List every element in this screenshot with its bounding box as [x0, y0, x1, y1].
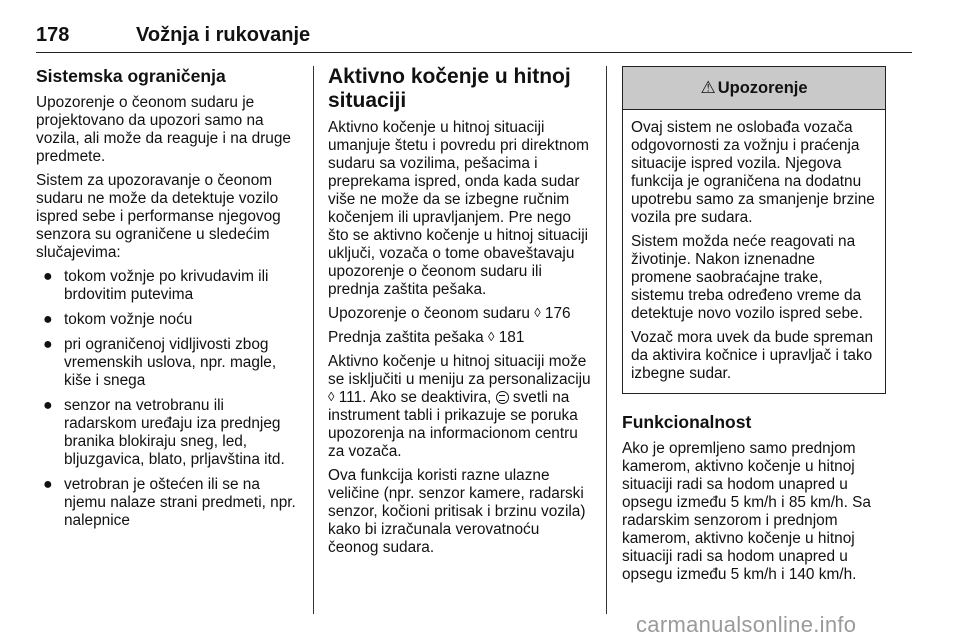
list-item: ● pri ograničenoj vidljivosti zbog vremenskih uslova, npr. magle, kiše i snega — [43, 336, 277, 389]
warning-body — [623, 110, 885, 393]
chapter-title: Vožnja i rukovanje — [136, 24, 311, 46]
warning-title: Upozorenje — [717, 79, 808, 97]
column-3 — [622, 66, 886, 590]
list-item: ● senzor na vetrobranu ili radarskom uređaju iza prednjeg branika blokiraju sneg, led, bljuzgavica, blato, prljavština itd. — [43, 397, 285, 468]
list-item: ● tokom vožnje noću — [43, 311, 193, 328]
warning-header — [623, 67, 885, 110]
list-item: ● vetrobran je oštećen ili se na njemu nalaze strani predmeti, npr. nalepnice — [43, 476, 296, 529]
watermark: carmanualsonline.info — [636, 612, 857, 637]
emergency-braking-heading: Aktivno kočenje u hitnoj situaciji — [328, 65, 571, 112]
column-divider — [606, 66, 607, 614]
limits-list — [36, 268, 298, 530]
list-item: ● tokom vožnje po krivudavim ili brdovitim putevima — [43, 268, 269, 303]
column-divider — [313, 66, 314, 614]
bullet-icon: ● — [43, 336, 53, 353]
braking-indicator-icon — [496, 391, 509, 404]
page-reference[interactable]: 111 — [338, 389, 363, 406]
paragraph: Ako je opremljeno samo prednjom kamerom, aktivno kočenje u hitnoj situaciji radi sa hodom unapred u opsegu između 5 km/h i 85 km/h. Sa radarskim senzorom i prednjom kamerom, aktivno kočenje u hitnoj situaciji radi sa hodom unapred u opsegu između 5 km/h i 140 km/h. — [622, 440, 871, 583]
warning-box — [622, 66, 886, 394]
paragraph: Ovaj sistem ne oslobađa vozača odgovornosti za vožnju i praćenja situacije ispred vozila. Njegova funkcija je ograničena na dodatnu upotrebu samo za smanjenje brzine vozila pre sudara. — [631, 119, 875, 226]
page-reference[interactable]: 181 — [498, 329, 525, 346]
paragraph: Ova funkcija koristi razne ulazne veličine (npr. senzor kamere, radarski senzor, kočioni pritisak i brzinu vozila) kako bi izračunala verovatnoću čeonog sudara. — [328, 467, 586, 556]
bullet-icon: ● — [43, 397, 53, 414]
bullet-icon: ● — [43, 476, 53, 493]
column-1 — [36, 66, 298, 537]
system-limits-heading: Sistemska ograničenja — [36, 66, 226, 86]
page-reference-icon: ◊ — [488, 329, 495, 344]
warning-triangle-icon: ⚠ — [700, 78, 716, 97]
paragraph: Sistem za upozoravanje o čeonom sudaru ne može da detektuje vozilo ispred sebe i performanse njegovog senzora su ograničene u sledećim slučajevima: — [36, 172, 281, 261]
paragraph: Sistem možda neće reagovati na životinje. Nakon iznenadne promene saobraćajne trake, sistemu treba određeno vreme da detektuje novo vozilo ispred sebe. — [631, 233, 863, 322]
column-2 — [328, 66, 592, 563]
page-reference-icon: ◊ — [328, 389, 335, 404]
page-reference-icon: ◊ — [534, 305, 541, 320]
functionality-heading: Funkcionalnost — [622, 412, 752, 432]
page-reference[interactable]: 176 — [544, 305, 571, 322]
bullet-icon: ● — [43, 268, 53, 285]
cross-reference[interactable]: Upozorenje o čeonom sudaru ◊ 176 — [328, 305, 571, 322]
page-number: 178 — [36, 24, 70, 46]
paragraph: Aktivno kočenje u hitnoj situaciji umanjuje štetu i povredu pri direktnom sudaru sa vozilima, pešacima i preprekama ispred, onda kada sudar više ne može da se izbegne ručnim kočenjem ili upravljanjem. Pre nego što se aktivno kočenje u hitnoj situaciji uključi, vozača o tome obaveštavaju upozorenje o čeonom sudaru ili prednja zaštita pešaka. — [328, 119, 589, 298]
paragraph: Vozač mora uvek da bude spreman da aktivira kočnice i upravljač i tako izbegne sudar. — [631, 329, 874, 382]
bullet-icon: ● — [43, 311, 53, 328]
page-header — [36, 24, 912, 53]
paragraph: Upozorenje o čeonom sudaru je projektovano da upozori samo na vozila, ali može da reaguje i na druge predmete. — [36, 94, 291, 165]
paragraph: Aktivno kočenje u hitnoj situaciji može se isključiti u meniju za personalizaciju ◊ 111. Ako se deaktivira, svetli na instrument tabli i prikazuje se poruka upozorenja na informacionom centru za vozača. — [328, 353, 591, 460]
cross-reference[interactable]: Prednja zaštita pešaka ◊ 181 — [328, 329, 525, 346]
